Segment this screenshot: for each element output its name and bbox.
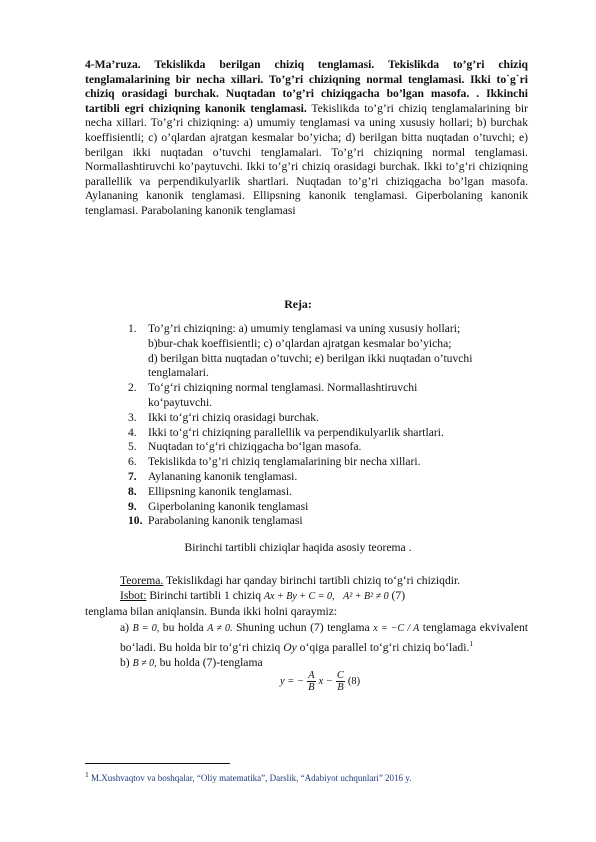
plan-item-line: Tekislikda to’g’ri chiziq tenglamalarining bir necha xillari. — [148, 455, 421, 469]
case-a-text: tenglamaga ekvivalent bo‘ladi. Bu holda bir to‘g‘ri chiziq — [120, 620, 529, 654]
plan-item-number: 2. — [128, 381, 137, 395]
case-a-math: x = −C / A — [373, 622, 420, 634]
eq8-denominator: B — [308, 682, 315, 693]
equation-7-condition: A² + B² ≠ 0 — [343, 591, 389, 603]
plan-item-number: 9. — [128, 499, 137, 513]
case-b-text: bu holda (7)-tenglama — [156, 655, 263, 669]
plan-item-number: 8. — [128, 484, 137, 498]
footnote-text: M.Xushvaqtov va boshqalar, “Oliy matematika”, Darslik, “Adabiyot uchqunlari” 2016 y. — [88, 773, 412, 783]
plan-item-text — [148, 440, 548, 455]
equation-7-number: (7) — [391, 589, 406, 603]
plan-item-number: 6. — [128, 455, 137, 469]
plan-item-line: Parabolaning kanonik tenglamasi — [148, 514, 303, 528]
plan-item-line: To’g’ri chiziqning: a) umumiy tenglamasi va uning xususiy hollari; — [148, 322, 461, 335]
eq8-number: (8) — [347, 676, 361, 687]
plan-item-line: tenglamalari. — [148, 366, 209, 380]
plan-item — [128, 322, 548, 381]
plan-item-number: 1. — [128, 322, 137, 335]
proof-label: Isbot: — [120, 589, 147, 603]
case-a-text: o‘qiga parallel to‘g‘ri chiziq bo‘ladi. — [296, 640, 470, 654]
lecture-title: 4-Ma’ruza. Tekislikda berilgan chiziq tenglamasi. Tekislikda to’g’ri chiziq tenglamalarining bir necha xillari. To’g’ri chiziqning normal tenglamasi. Ikki to`g`ri chiziq orasidagi burchak. Nuqtadan to’g’ri chiziqgacha bo’lgan masofa. . Ikkinchi tartibli egri chiziqning kanonik tenglamasi. — [85, 58, 528, 115]
plan-item — [128, 470, 548, 485]
case-a-axis: Oy — [283, 640, 297, 654]
plan-item-text — [148, 426, 548, 441]
plan-item-text — [148, 485, 548, 500]
plan-item — [128, 411, 548, 426]
case-b-math: B ≠ 0, — [132, 657, 157, 669]
plan-list — [128, 322, 548, 529]
plan-item — [128, 514, 548, 529]
plan-item-number: 5. — [128, 440, 137, 454]
plan-item — [128, 485, 548, 500]
theorem-label: Teorema. — [120, 574, 164, 587]
case-a-math: A ≠ 0. — [207, 622, 233, 634]
plan-item-text — [148, 411, 548, 426]
case-a — [85, 620, 528, 655]
lecture-summary: Tekislikda to’g’ri chiziq tenglamalarining bir necha xillari. To’g’ri chiziqning: a) umumiy tenglamasi va uning xususiy hollari; b) burchak koeffisientli; c) o’qlardan ajratgan kesmalar bo’yicha; d) berilgan bitta nuqtadan o’tuvchi; e) berilgan ikki nuqtadan o’tuvchi tenglamalari. To’g’ri chiziqning normal tenglamasi. Normallashtiruvchi ko’paytuvchi. Ikki to’g’ri chiziq orasidagi burchak. Ikki to’g’ri chiziqning parallellik va perpendikulyarlik shartlari. Nuqtadan to’g’ri chiziqgacha bo’lgan masofa. Aylananing kanonik tenglamasi. Ellipsning kanonik tenglamasi. Giperbolaning kanonik tenglamasi. Parabolaning kanonik tenglamasi — [85, 101, 528, 217]
footnote — [85, 770, 545, 783]
plan-item-text — [148, 455, 548, 470]
plan-item-line: Ellipsning kanonik tenglamasi. — [148, 484, 292, 498]
eq8-lhs: y = − — [280, 676, 305, 687]
equation-7: Ax + By + C = 0, — [263, 591, 335, 603]
plan-item — [128, 426, 548, 441]
plan-item-number: 7. — [128, 469, 137, 483]
case-a-math: B = 0, — [132, 622, 160, 634]
eq8-fraction-a-b — [307, 670, 315, 693]
plan-item-text — [148, 514, 548, 529]
proof-text: Birinchi tartibli 1 chiziq — [146, 589, 264, 603]
eq8-numerator: C — [336, 670, 344, 681]
case-a-text: Shuning uchun (7) tenglama — [232, 620, 374, 634]
case-a-text: bu holda — [159, 620, 208, 634]
plan-item-text — [148, 381, 548, 411]
eq8-mid: x − — [318, 676, 333, 687]
plan-heading: Reja: — [284, 297, 312, 311]
theorem-text: Tekislikdagi har qanday birinchi tartibli chiziq to‘g‘ri chiziqdir. — [163, 574, 461, 587]
footnote-divider — [85, 763, 230, 764]
case-b-label: b) — [120, 655, 130, 669]
plan-item — [128, 381, 548, 411]
plan-item-text — [148, 500, 548, 515]
lecture-intro — [85, 58, 528, 219]
section-heading: Birinchi tartibli chiziqlar haqida asosiy teorema . — [184, 541, 412, 554]
plan-item-line: Aylananing kanonik tenglamasi. — [148, 469, 298, 483]
plan-item-number: 10. — [128, 514, 143, 528]
plan-item-number: 3. — [128, 410, 137, 424]
plan-item-number: 4. — [128, 425, 137, 439]
plan-item-text — [148, 470, 548, 485]
plan-item — [128, 500, 548, 515]
plan-item-line: d) berilgan bitta nuqtadan o’tuvchi; e) berilgan ikki nuqtadan o’tuvchi — [148, 351, 473, 365]
case-a-label: a) — [120, 620, 130, 634]
footnote-mark: 1 — [85, 770, 89, 779]
theorem-line — [85, 573, 528, 588]
plan-item — [128, 455, 548, 470]
eq8-fraction-c-b — [336, 670, 345, 693]
plan-item-line: Giperbolaning kanonik tenglamasi — [148, 499, 309, 513]
plan-item-text — [148, 322, 548, 381]
plan-item-line: b)bur-chak koeffisientli; c) o’qlardan ajratgan kesmalar bo’yicha; — [148, 336, 452, 350]
eq8-numerator: A — [308, 670, 315, 681]
proof-line — [85, 588, 528, 604]
plan-item-line: ko‘paytuvchi. — [148, 395, 213, 409]
eq8-denominator: B — [337, 682, 344, 693]
proof-continuation: tenglama bilan aniqlansin. Bunda ikki holni qaraymiz: — [85, 605, 338, 619]
equation-8 — [280, 670, 360, 693]
plan-item-line: Ikki to‘g‘ri chiziq orasidagi burchak. — [148, 410, 319, 424]
plan-item-line: To‘g‘ri chiziqning normal tenglamasi. Normallashtiruvchi — [148, 381, 418, 395]
case-b — [85, 655, 528, 671]
theorem-block — [85, 573, 528, 671]
plan-item-line: Nuqtadan to‘g‘ri chiziqgacha bo‘lgan masofa. — [148, 440, 362, 454]
plan-item — [128, 440, 548, 455]
plan-item-line: Ikki to‘g‘ri chiziqning parallellik va perpendikulyarlik shartlari. — [148, 425, 444, 439]
footnote-reference[interactable]: 1 — [469, 638, 474, 648]
